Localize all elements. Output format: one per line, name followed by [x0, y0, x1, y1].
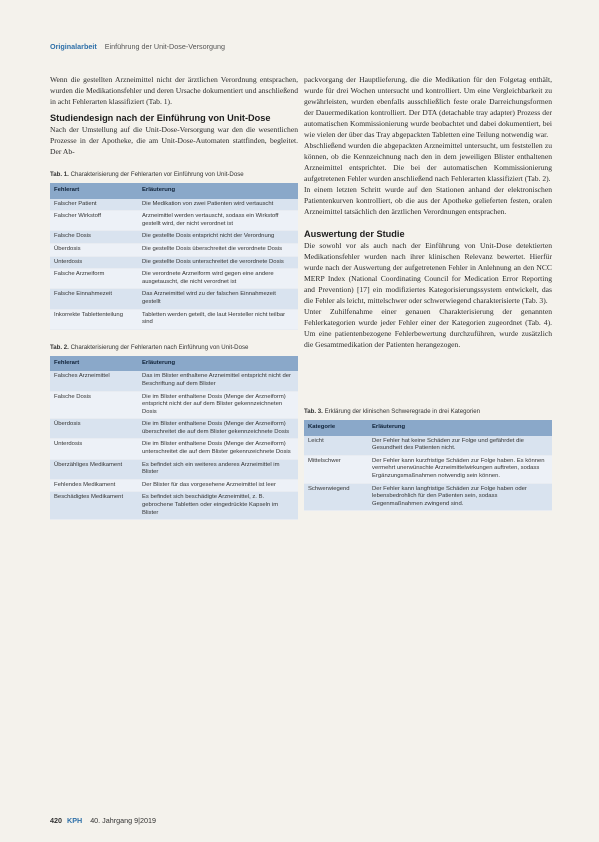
table-cell-key: Mittelschwer: [304, 455, 368, 483]
table-row: [304, 455, 552, 483]
page-number: 420: [50, 816, 62, 825]
running-title: Einführung der Unit-Dose-Versorgung: [104, 42, 225, 51]
table-cell-key: Unterdosis: [50, 439, 138, 459]
table-cell-key: Beschädigtes Medikament: [50, 492, 138, 520]
table-row: [304, 436, 552, 456]
table-cell-value: Die im Blister enthaltene Dosis (Menge der Arzneiform) unterschreitet die auf dem Blister gekennzeichnete Dosis: [138, 439, 298, 459]
table3-header-col1: Kategorie: [304, 420, 368, 436]
table2-caption-text: Charakterisierung der Fehlerarten nach Einführung von Unit-Dose: [70, 343, 249, 351]
table-cell-value: Die verordnete Arzneiform wird gegen eine andere ausgetauscht, die nicht verordnet ist: [138, 269, 298, 289]
table1-caption: [50, 171, 298, 179]
table-row: [50, 309, 298, 329]
table-cell-key: Unterdosis: [50, 256, 138, 269]
table-cell-key: Leicht: [304, 436, 368, 456]
table-row: [50, 459, 298, 479]
table2-caption-number: Tab. 2.: [50, 343, 69, 351]
table-row: [50, 199, 298, 211]
table-cell-value: Der Blister für das vorgesehene Arzneimittel ist leer: [138, 479, 298, 492]
table-cell-value: Arzneimittel werden vertauscht, sodass ein Wirkstoff gestellt wird, der nicht verordnet ist: [138, 211, 298, 231]
intro-paragraph: Wenn die gestellten Arzneimittel nicht der ärztlichen Verordnung entsprachen, wurden die Medikationsfehler und deren Ursache dokumentiert und anschließend in acht Fehlerarten klassifiziert (Tab. 1).: [50, 75, 298, 106]
table-cell-key: Überdosis: [50, 419, 138, 439]
table-cell-value: Die im Blister enthaltene Dosis (Menge der Arzneiform) entspricht nicht der auf dem Blister gekennzeichneten Dosis: [138, 391, 298, 419]
table-cell-key: Falsche Dosis: [50, 231, 138, 244]
section-heading-auswertung: Auswertung der Studie: [304, 229, 405, 239]
studiendesign-paragraph: Nach der Umstellung auf die Unit-Dose-Versorgung war den die wesentlichen Prozesse in der Apotheke, die am Unit-Dose-Automaten stattfinden, begleitet. Der Ab-: [50, 125, 298, 156]
table3-caption-text: Erklärung der klinischen Schweregrade in drei Kategorien: [324, 408, 481, 415]
table-cell-key: Überdosis: [50, 243, 138, 256]
table-cell-value: Die gestellte Dosis unterschreitet die verordnete Dosis: [138, 256, 298, 269]
section-heading-studiendesign: Studiendesign nach der Einführung von Unit-Dose: [50, 113, 271, 123]
table-cell-value: Der Fehler kann kurzfristige Schäden zur Folge haben. Es können vermehrt unerwünschte Arzneimittelwirkungen auftreten, sodass Ergänzungsmaßnahmen notwendig sein können.: [368, 455, 552, 483]
table-row: [50, 439, 298, 459]
table-row: [304, 483, 552, 511]
table-cell-key: Fehlendes Medikament: [50, 479, 138, 492]
table-cell-value: Tabletten werden geteilt, die laut Hersteller nicht teilbar sind: [138, 309, 298, 329]
table-row: [50, 256, 298, 269]
table-cell-key: Schwerwiegend: [304, 483, 368, 511]
table-cell-key: Falsches Arzneimittel: [50, 371, 138, 391]
table-cell-value: Der Fehler hat keine Schäden zur Folge und gefährdet die Gesundheit des Patienten nicht.: [368, 436, 552, 456]
table-row: [50, 231, 298, 244]
right-paragraph-2: Abschließend wurden die abgepackten Arzneimittel untersucht, um feststellen zu können, ob die Kennzeichnung nach den in dem jeweiligen Blister enthaltenen Arzneimittel entsprichtet. Die bei der automatischen Kommissionierung aufgetretenen Fehler wurden anschließend nach Fehlerarten klassifiziert (Tab. 2).: [304, 141, 552, 183]
table-row: [50, 492, 298, 520]
table-cell-value: Die gestellte Dosis entspricht nicht der Verordnung: [138, 231, 298, 244]
right-paragraph-1: packvorgang der Hauptlieferung, die die Medikation für den Folgetag enthält, wurde für drei Wochen untersucht und kontrolliert. Um eine Vergleichbarkeit zu gewährleisten, wurden ebenfalls ausschließlich feste orale Darreichungsformen der Dauermedikation kontrolliert. Der DTA (detachable tray adapter) Prozess der automatischen Kommissionierung wurde beobachtet und dabei dokumentiert, bei wie vielen der über das Tray abgepackten Tabletten eine Teilung notwendig war.: [304, 75, 552, 139]
section-label: Originalarbeit: [50, 42, 97, 51]
page-footer: [50, 816, 156, 825]
table-cell-value: Die Medikation von zwei Patienten wird vertauscht: [138, 199, 298, 211]
table2: [50, 356, 298, 521]
right-paragraph-3: In einem letzten Schritt wurde auf den Stationen anhand der elektronischen Patientenkurven kontrolliert, ob die aus der Apotheke gelieferten festen, oralen Arzneimittel tatsächlich den ärztlichen Verordnungen entsprachen.: [304, 185, 552, 216]
right-paragraph-4: Die sowohl vor als auch nach der Einführung von Unit-Dose detektierten Medikationsfehler wurden nach ihrer klinischen Relevanz bewertet. Hierfür wurde nach der Auswertung der aufgetretenen Fehler in Anlehnung an den NCC MERP Index (National Coordinating Council for Medication Error Reporting and Prevention) [17] ein modifiziertes Kategorisierungssystem entwickelt, das die Fehler als leicht, mittelschwer oder schwerwiegend charakterisierte (Tab. 3).: [304, 241, 552, 305]
table-row: [50, 391, 298, 419]
table-cell-value: Die im Blister enthaltene Dosis (Menge der Arzneiform) überschreitet die auf dem Blister gekennzeichnete Dosis: [138, 419, 298, 439]
table-row: [50, 371, 298, 391]
table-cell-key: Falscher Wirkstoff: [50, 211, 138, 231]
table1: [50, 183, 298, 330]
right-column: [304, 74, 552, 511]
table2-header-col2: Erläuterung: [138, 356, 298, 372]
table-row: [50, 479, 298, 492]
table-cell-key: Inkorrekte Tablettenteilung: [50, 309, 138, 329]
left-column: [50, 74, 298, 520]
table-cell-key: Falsche Arzneiform: [50, 269, 138, 289]
table-cell-value: Es befindet sich ein weiteres anderes Arzneimittel im Blister: [138, 459, 298, 479]
running-header: [50, 42, 225, 51]
table1-caption-number: Tab. 1.: [50, 171, 69, 178]
table-cell-value: Es befindet sich beschädigte Arzneimittel, z. B. gebrochene Tabletten oder eingedrückte Kapseln im Blister: [138, 492, 298, 520]
table2-header-col1: Fehlerart: [50, 356, 138, 372]
table3-caption-number: Tab. 3.: [304, 408, 323, 415]
table-row: [50, 289, 298, 309]
table3-header-col2: Erläuterung: [368, 420, 552, 436]
table2-caption: [50, 344, 298, 352]
table-cell-value: Das Arzneimittel wird zu der falschen Einnahmezeit gestellt: [138, 289, 298, 309]
table1-header-col1: Fehlerart: [50, 183, 138, 199]
table-cell-key: Überzähliges Medikament: [50, 459, 138, 479]
table-row: [50, 211, 298, 231]
table-cell-key: Falscher Patient: [50, 199, 138, 211]
table3: [304, 420, 552, 511]
table-cell-value: Das im Blister enthaltene Arzneimittel entspricht nicht der Beschriftung auf dem Blister: [138, 371, 298, 391]
table-cell-key: Falsche Dosis: [50, 391, 138, 419]
table-cell-key: Falsche Einnahmezeit: [50, 289, 138, 309]
table1-header-col2: Erläuterung: [138, 183, 298, 199]
table-cell-value: Der Fehler kann langfristige Schäden zur Folge haben oder lebensbedrohlich für den Patienten sein, sodass Gegenmaßnahmen zwingend sind.: [368, 483, 552, 511]
journal-issue: 40. Jahrgang 9|2019: [90, 816, 156, 825]
journal-name: KPH: [67, 816, 83, 825]
table-cell-value: Die gestellte Dosis überschreitet die verordnete Dosis: [138, 243, 298, 256]
table3-caption: [304, 408, 552, 416]
table-row: [50, 243, 298, 256]
table-row: [50, 419, 298, 439]
table-row: [50, 269, 298, 289]
table1-caption-text: Charakterisierung der Fehlerarten vor Einführung von Unit-Dose: [70, 171, 244, 178]
right-paragraph-5: Unter Zuhilfenahme einer genauen Charakterisierung der genannten Fehlerkategorien wurde jeder Fehler einer der Kategorien zugeordnet (Tab. 4). Um eine patientenbezogene Fehlerbewertung durchzuführen, wurde zusätzlich die Gesamtmedikation der Patienten herangezogen.: [304, 307, 552, 349]
